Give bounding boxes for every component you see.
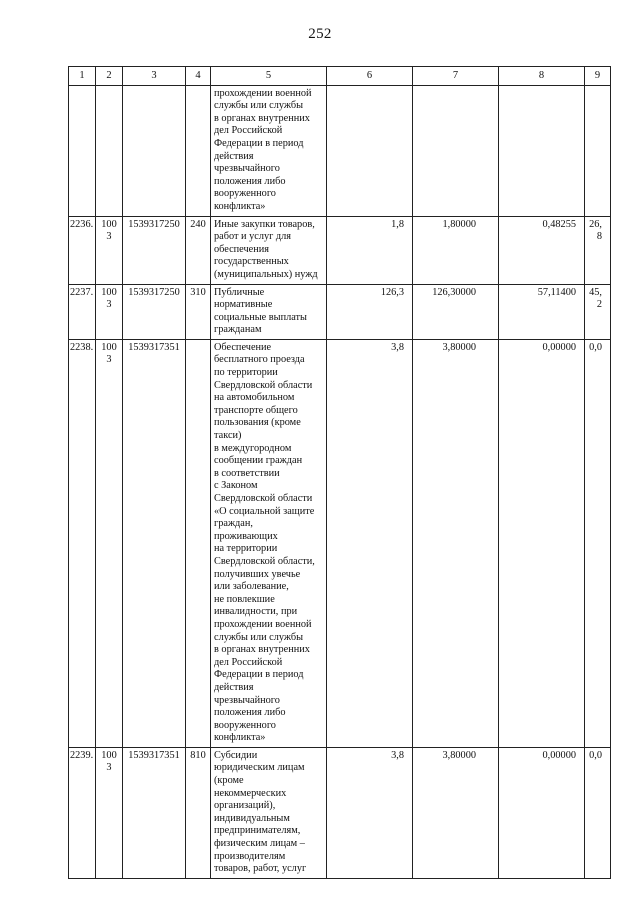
description-line: в соответствии	[214, 467, 280, 479]
description-line: конфликта»	[214, 200, 266, 212]
expense-type-cell	[186, 85, 211, 216]
description-line: в органах внутренних	[214, 112, 310, 124]
description-line: индивидуальным	[214, 812, 290, 824]
description-line: вооруженного	[214, 719, 276, 731]
table-row	[69, 747, 611, 878]
description-line: в органах внутренних	[214, 644, 310, 656]
description-line: Субсидии	[214, 749, 258, 761]
description-line: физическим лицам –	[214, 838, 305, 850]
header-cell: 7	[413, 67, 499, 86]
description-line: получивших увечье	[214, 568, 301, 580]
table-row	[69, 216, 611, 284]
col9-value-cell: 0,0	[585, 747, 611, 878]
description-line: государственных	[214, 256, 289, 268]
description-line: транспорте общего	[214, 404, 298, 416]
target-article-cell: 1539317250	[123, 216, 186, 284]
row-number-cell: 2236.	[69, 216, 96, 284]
col7-value-cell: 1,80000	[413, 216, 499, 284]
col6-value-cell: 3,8	[327, 747, 413, 878]
description-line: некоммерческих	[214, 787, 287, 799]
description-line: организаций),	[214, 800, 276, 812]
description-cell	[211, 747, 327, 878]
header-row	[69, 67, 611, 86]
description-line: пользования (кроме	[214, 417, 301, 429]
expense-type-cell: 810	[186, 747, 211, 878]
header-cell: 9	[585, 67, 611, 86]
description-line: прохождении военной	[214, 618, 312, 630]
section-code-cell: 1003	[96, 216, 123, 284]
description-cell	[211, 85, 327, 216]
description-line: службы или службы	[214, 631, 304, 643]
col8-value-cell: 0,00000	[499, 339, 585, 747]
description-line: проживающих	[214, 530, 278, 542]
description-cell	[211, 284, 327, 339]
header-cell: 5	[211, 67, 327, 86]
col7-value-cell: 3,80000	[413, 339, 499, 747]
header-cell: 6	[327, 67, 413, 86]
target-article-cell: 1539317250	[123, 284, 186, 339]
description-line: действия	[214, 681, 254, 693]
table-body	[69, 67, 611, 879]
row-number-cell	[69, 85, 96, 216]
header-cell: 1	[69, 67, 96, 86]
description-line: Свердловской области,	[214, 555, 315, 567]
description-line: граждан,	[214, 518, 253, 530]
col6-value-cell: 1,8	[327, 216, 413, 284]
header-cell: 8	[499, 67, 585, 86]
description-line: вооруженного	[214, 188, 276, 200]
header-cell: 3	[123, 67, 186, 86]
description-line: (кроме	[214, 775, 244, 787]
description-line: сообщении граждан	[214, 455, 303, 467]
row-number-cell: 2237.	[69, 284, 96, 339]
header-cell: 2	[96, 67, 123, 86]
expense-type-cell: 240	[186, 216, 211, 284]
description-line: или заболевание,	[214, 581, 289, 593]
description-line: конфликта»	[214, 732, 266, 744]
row-number-cell: 2238.	[69, 339, 96, 747]
budget-table	[68, 66, 611, 879]
target-article-cell	[123, 85, 186, 216]
expense-type-cell: 310	[186, 284, 211, 339]
description-line: чрезвычайного	[214, 163, 280, 175]
col9-value-cell	[585, 85, 611, 216]
description-line: на автомобильном	[214, 392, 295, 404]
col6-value-cell	[327, 85, 413, 216]
description-line: Свердловской области	[214, 493, 313, 504]
col9-value-cell: 0,0	[585, 339, 611, 747]
col8-value-cell: 0,48255	[499, 216, 585, 284]
description-line: действия	[214, 150, 254, 162]
target-article-cell: 1539317351	[123, 747, 186, 878]
table-row	[69, 85, 611, 216]
description-line: на территории	[214, 543, 278, 555]
description-line: Иные закупки товаров,	[214, 218, 315, 230]
col8-value-cell: 57,11400	[499, 284, 585, 339]
table-row	[69, 339, 611, 747]
description-line: гражданам	[214, 324, 262, 336]
description-line: в междугородном	[214, 442, 292, 454]
description-line: юридическим лицам	[214, 762, 305, 774]
description-cell	[211, 339, 327, 747]
description-line: положения либо	[214, 707, 286, 719]
description-line: обеспечения	[214, 243, 269, 255]
description-line: Публичные	[214, 286, 265, 298]
table-row	[69, 284, 611, 339]
description-line: товаров, работ, услуг	[214, 863, 307, 875]
col6-value-cell: 126,3	[327, 284, 413, 339]
description-line: с Законом	[214, 480, 258, 492]
col7-value-cell: 126,30000	[413, 284, 499, 339]
description-line: прохождении военной	[214, 87, 312, 99]
section-code-cell: 1003	[96, 747, 123, 878]
section-code-cell: 1003	[96, 339, 123, 747]
description-line: социальные выплаты	[214, 311, 307, 323]
description-line: Федерации в период	[214, 137, 304, 149]
description-line: (муниципальных) нужд	[214, 268, 318, 280]
col9-value-cell: 26,8	[585, 216, 611, 284]
description-line: нормативные	[214, 299, 273, 311]
description-line: не повлекшие	[214, 593, 275, 605]
col7-value-cell: 3,80000	[413, 747, 499, 878]
description-line: дел Российской	[214, 125, 283, 137]
description-line: по территории	[214, 367, 278, 379]
description-line: «О социальной защите	[214, 505, 315, 517]
description-line: службы или службы	[214, 100, 304, 112]
row-number-cell: 2239.	[69, 747, 96, 878]
page-number: 252	[308, 26, 332, 42]
description-line: работ и услуг для	[214, 231, 292, 243]
col6-value-cell: 3,8	[327, 339, 413, 747]
description-line: бесплатного проезда	[214, 354, 305, 366]
section-code-cell: 1003	[96, 284, 123, 339]
expense-type-cell	[186, 339, 211, 747]
col8-value-cell: 0,00000	[499, 747, 585, 878]
section-code-cell	[96, 85, 123, 216]
description-line: такси)	[214, 430, 242, 442]
description-cell	[211, 216, 327, 284]
description-line: положения либо	[214, 175, 286, 187]
description-line: предпринимателям,	[214, 825, 301, 837]
col7-value-cell	[413, 85, 499, 216]
description-line: Обеспечение	[214, 341, 272, 353]
description-line: чрезвычайного	[214, 694, 280, 706]
description-line: Федерации в период	[214, 669, 304, 681]
col8-value-cell	[499, 85, 585, 216]
description-line: Свердловской области	[214, 379, 313, 391]
col9-value-cell: 45,2	[585, 284, 611, 339]
description-line: производителям	[214, 850, 286, 862]
header-cell: 4	[186, 67, 211, 86]
target-article-cell: 1539317351	[123, 339, 186, 747]
description-line: инвалидности, при	[214, 606, 298, 618]
description-line: дел Российской	[214, 656, 283, 668]
